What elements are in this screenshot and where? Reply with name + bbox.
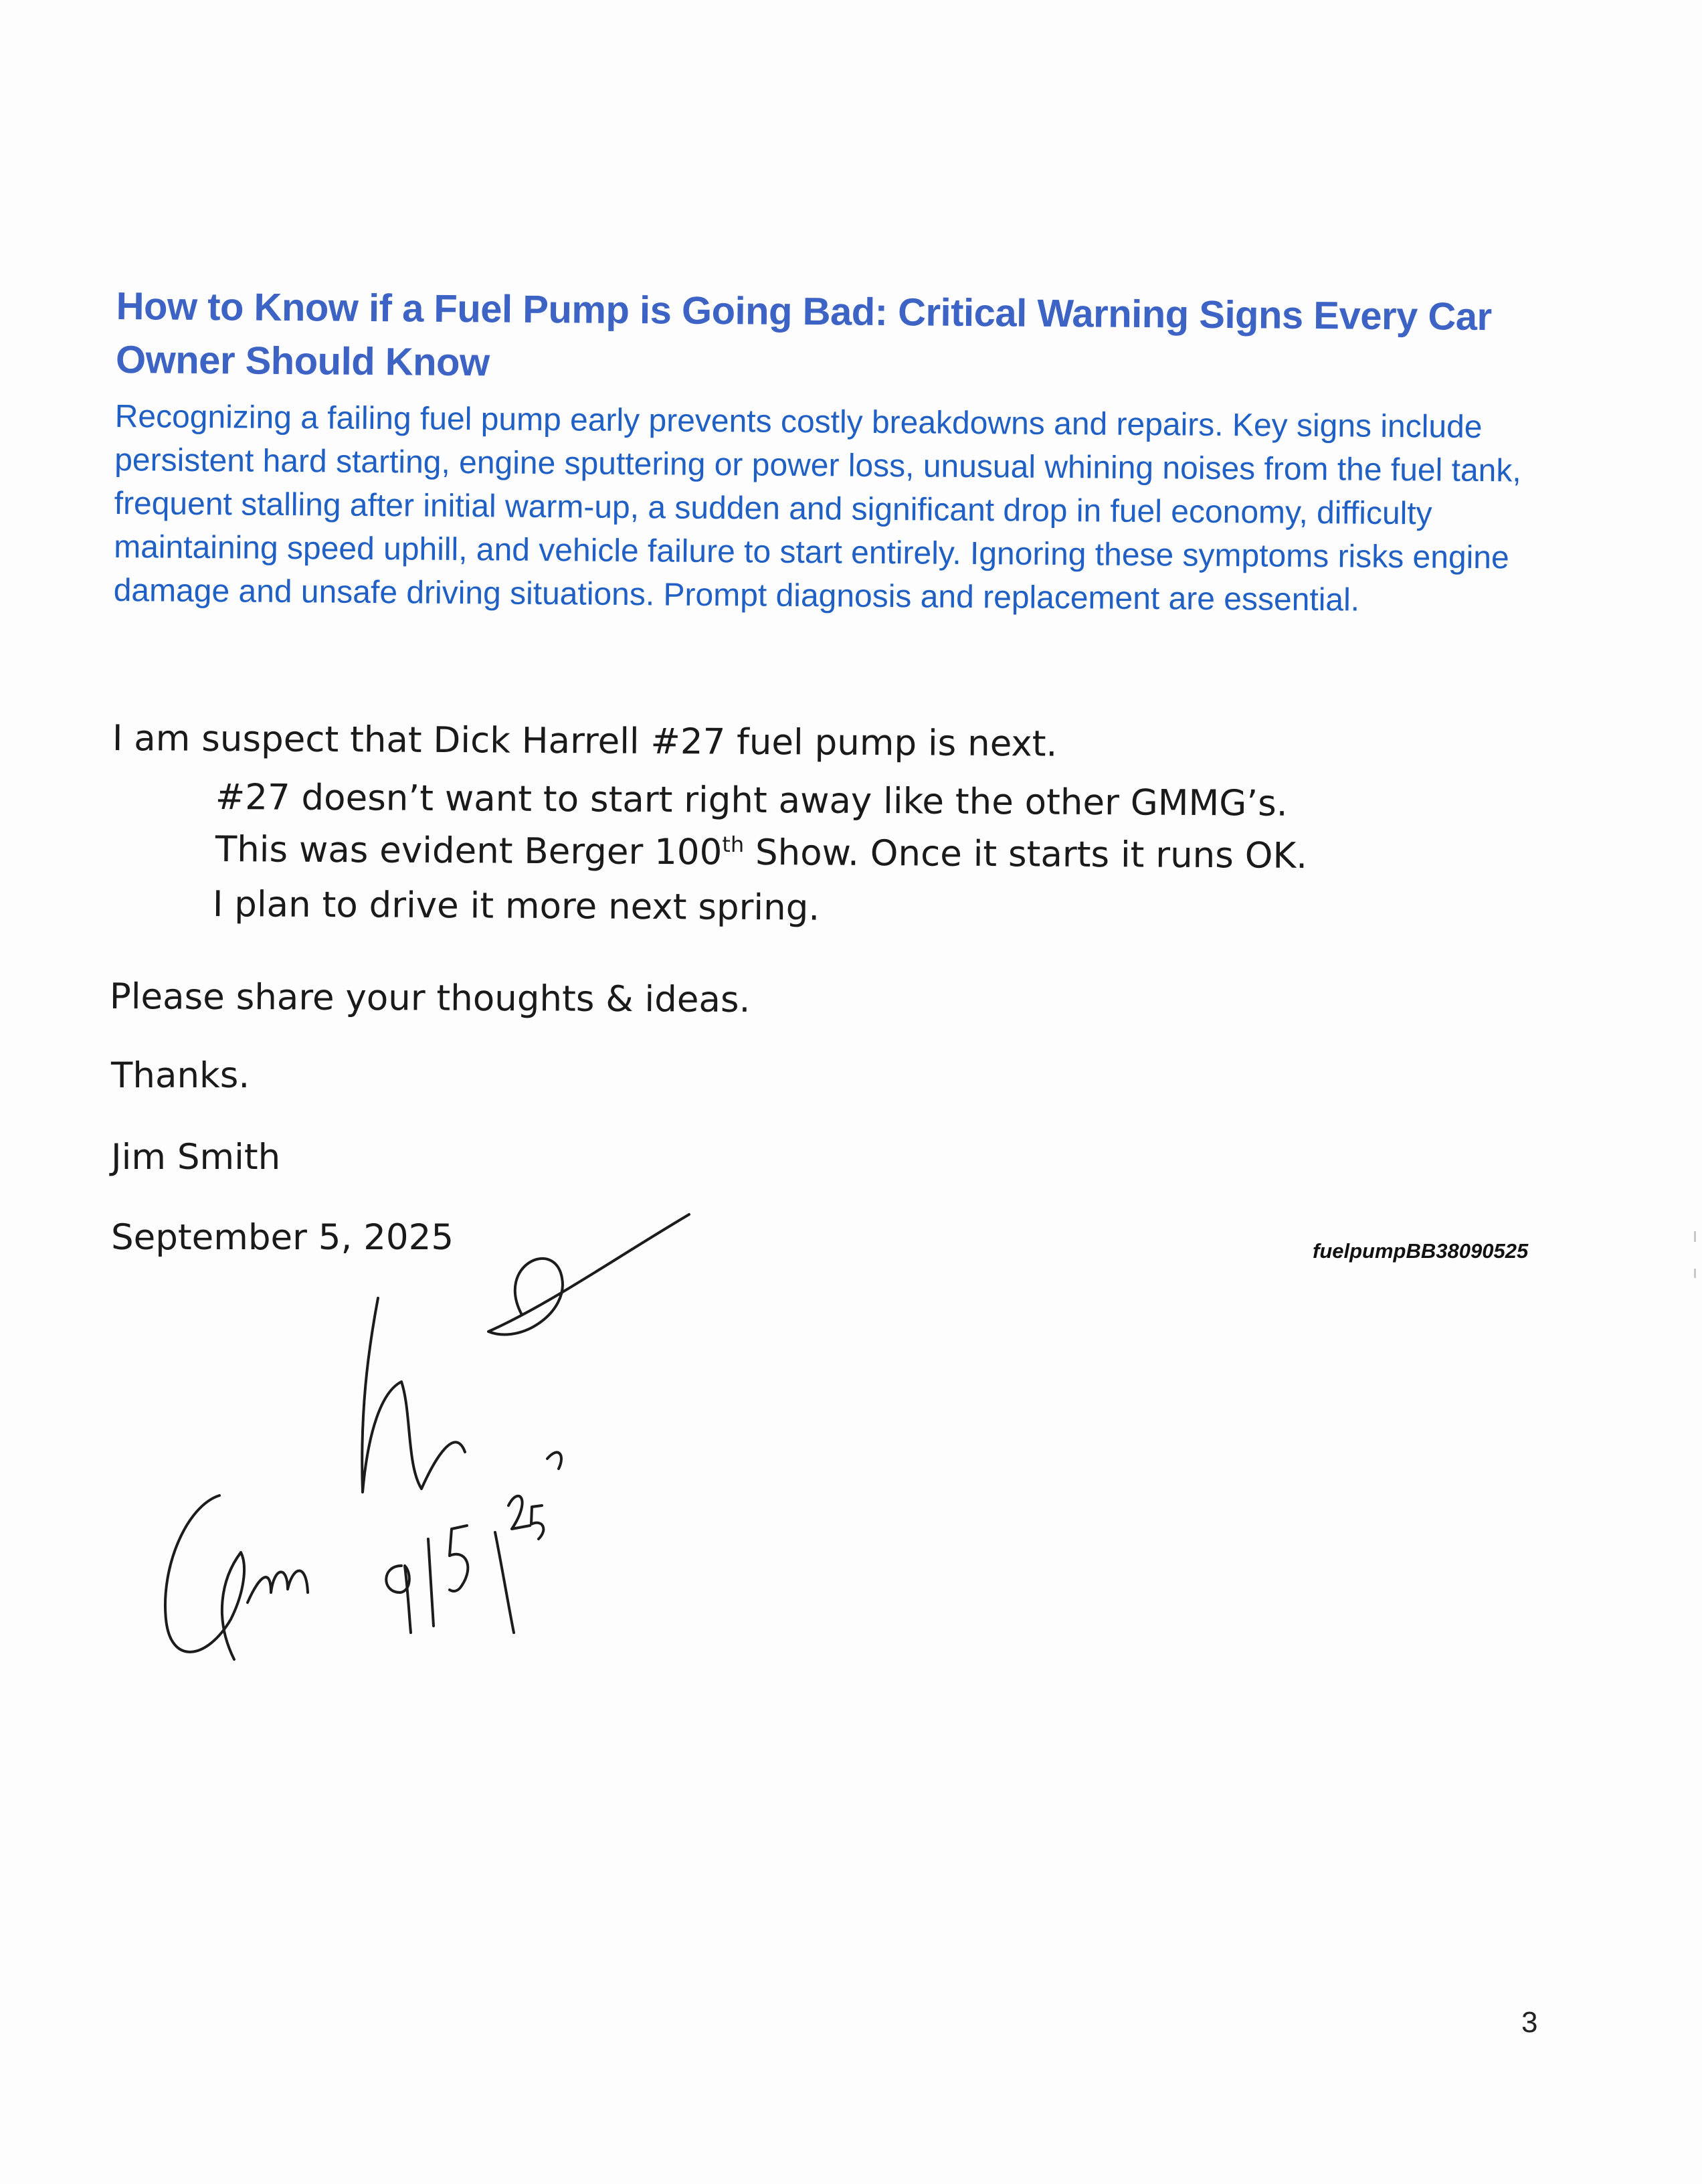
article-summary: Recognizing a failing fuel pump early prevents costly breakdowns and repairs. Key signs include persistent hard starting, engine sputtering or power loss, unusual whining noises from the fuel tank, frequent stalling after initial warm-up, a sudden and significant drop in fuel economy, difficulty maintaining speed uphill, and vehicle failure to start entirely. Ignoring these symptoms risks engine damage and unsafe driving situations. Prompt diagnosis and replacement are essential. [113,398,1521,618]
letter-line-4: I plan to drive it more next spring. [212,884,820,929]
signature-stroke-flourish [488,1214,689,1335]
signature-date-25 [508,1453,561,1539]
signature-stroke-s [362,1298,465,1492]
letter-closing: Thanks. [111,1055,250,1096]
letter-line-2: #27 doesn’t want to start right away like the other GMMG’s. [215,777,1288,824]
handwritten-signature [147,1191,709,1700]
letter-date: September 5, 2025 [111,1217,454,1258]
signature-date-9 [386,1566,411,1633]
signature-stroke-j [165,1495,244,1659]
letter-line-3 [215,828,1308,878]
signature-date-slash-1 [428,1539,434,1626]
signature-date-slash-2 [495,1532,514,1633]
letter-author: Jim Smith [111,1137,281,1178]
letter-line-1: I am suspect that Dick Harrell #27 fuel pump is next. [112,718,1058,765]
signature-stroke-m [248,1571,308,1603]
page-number: 3 [1521,2006,1538,2039]
scan-edge-mark [1694,1269,1696,1278]
letter-line-3-after: Show. Once it starts it runs OK. [743,832,1308,877]
reference-code: fuelpumpBB38090525 [1313,1239,1529,1263]
article-title: How to Know if a Fuel Pump is Going Bad: Critical Warning Signs Every Car Owner Should Know [115,284,1492,385]
signature-date-5 [450,1526,468,1591]
letter-request: Please share your thoughts & ideas. [109,976,751,1021]
letter-line-3-before: This was evident Berger 100 [215,829,723,873]
letter-line-3-superscript: th [722,831,745,858]
scan-edge-mark [1694,1231,1696,1242]
